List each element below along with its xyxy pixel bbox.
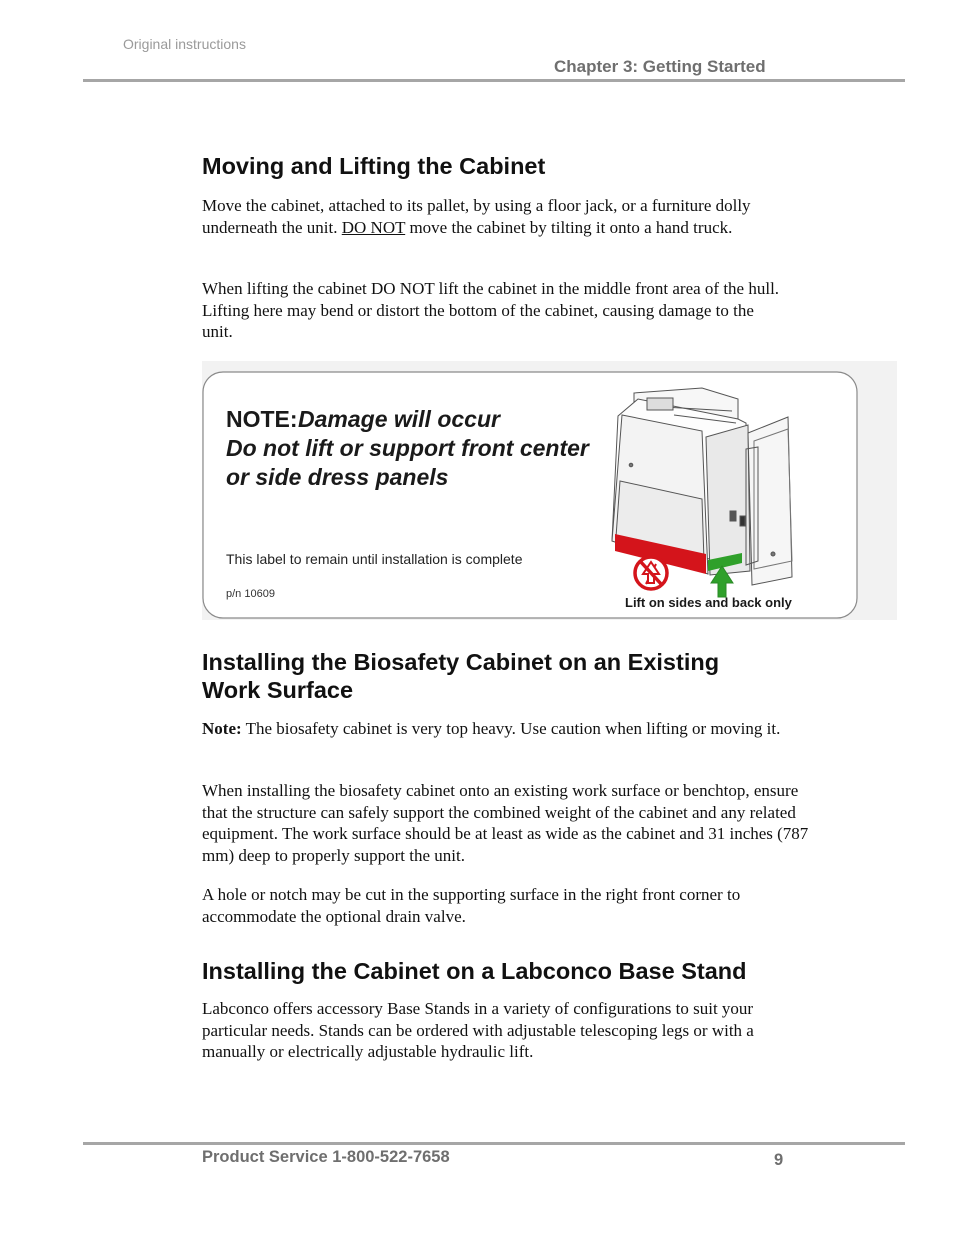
paragraph-drain-valve: A hole or notch may be cut in the supporting surface in the right front corner to accommodate the optional drain valve. [202, 885, 741, 926]
paragraph-base-stands: Labconco offers accessory Base Stands in a variety of configurations to suit your particular needs. Stands can be ordered with adjustable telescoping legs or with a manually or electrically adjustable hydraulic lift. [202, 999, 754, 1062]
header-rule [83, 79, 905, 82]
label-lift-text: Lift on sides and back only [625, 595, 792, 610]
footer-rule [83, 1142, 905, 1145]
original-instructions-label: Original instructions [123, 36, 246, 52]
warning-label-figure [202, 361, 897, 620]
section-heading-installing-existing-surface: Installing the Biosafety Cabinet on an Existing Work Surface [202, 649, 720, 703]
do-not-underlined: DO NOT [341, 217, 406, 237]
no-lift-icon [635, 557, 667, 589]
paragraph-moving: Move the cabinet, attached to its pallet, by using a floor jack, or a furniture dolly underneath the unit. DO NOT move the cabinet by tilting it onto a hand truck. [202, 196, 751, 237]
product-service-phone: Product Service 1-800-522-7658 [202, 1148, 450, 1166]
paragraph-note-top-heavy: Note: The biosafety cabinet is very top heavy. Use caution when lifting or moving it. [202, 719, 781, 738]
section-heading-base-stand: Installing the Cabinet on a Labconco Base Stand [202, 958, 747, 984]
label-note-line2: Do not lift or support front center [226, 435, 589, 461]
chapter-title: Chapter 3: Getting Started [554, 57, 766, 76]
label-note-line1: Damage will occur [298, 406, 500, 432]
label-note-prefix: NOTE: [226, 406, 298, 432]
paragraph-work-surface: When installing the biosafety cabinet onto an existing work surface or benchtop, ensure that the structure can safely support the combined weight of the cabinet and any related equipment. The work surface should be at least as wide as the cabinet and 31 inches (787 mm) deep to properly support the unit. [202, 781, 809, 865]
note-label: Note: [202, 719, 242, 738]
label-part-number: p/n 10609 [226, 588, 275, 600]
section-heading-moving-lifting: Moving and Lifting the Cabinet [202, 153, 546, 179]
paragraph-lifting: When lifting the cabinet DO NOT lift the cabinet in the middle front area of the hull. Lifting here may bend or distort the bottom of the cabinet, causing damage to the unit. [202, 279, 780, 342]
page-number: 9 [774, 1151, 784, 1169]
label-note-line3: or side dress panels [226, 464, 449, 490]
label-remain-text: This label to remain until installation is complete [226, 551, 523, 567]
